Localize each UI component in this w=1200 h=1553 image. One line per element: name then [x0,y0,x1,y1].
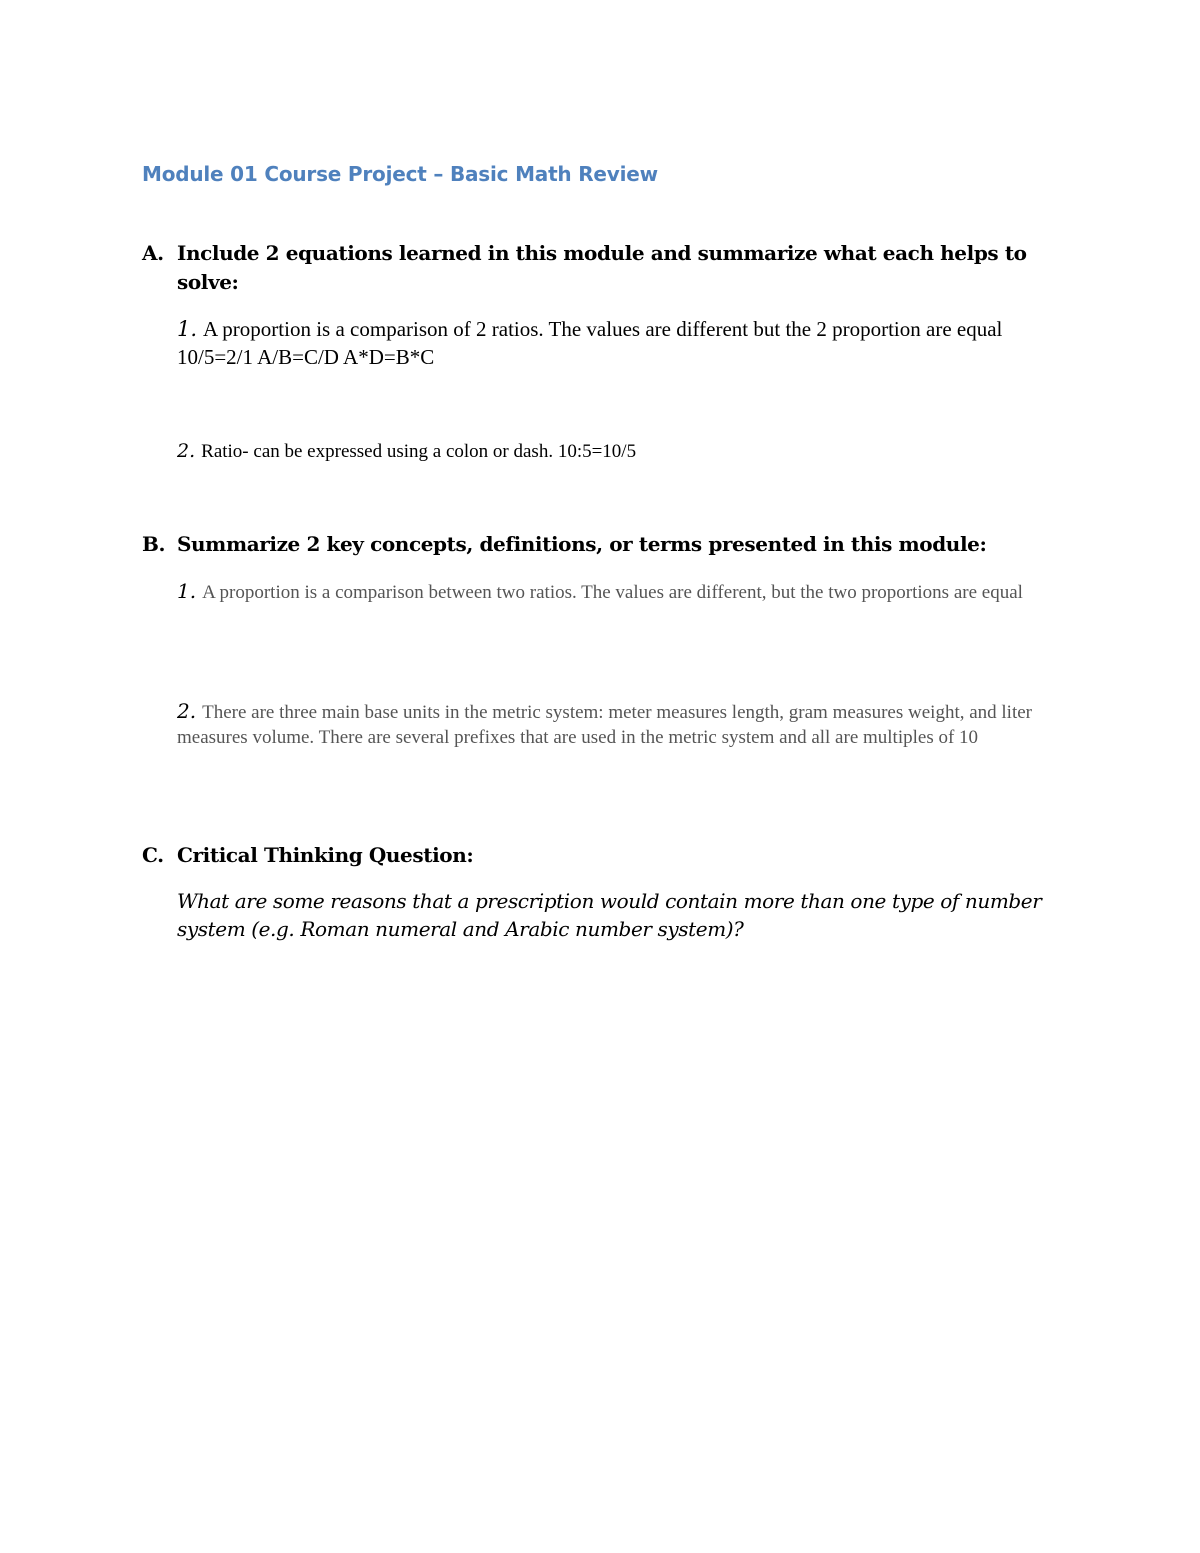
document-title: Module 01 Course Project – Basic Math Review [142,162,658,186]
critical-thinking-question: What are some reasons that a prescription would contain more than one type of number system (e.g. Roman numeral and Arabic number system)? [177,889,1042,941]
section-a-item-2-number: 2. [177,440,196,462]
section-b-item-2-number: 2. [177,699,197,723]
section-b-item-1-text: A proportion is a comparison between two ratios. The values are different, but the two proportions are equal [202,582,1023,603]
section-c-letter: C. [142,843,164,867]
section-a-item-1-text: A proportion is a comparison of 2 ratios. The values are different but the 2 proportion are equal 10/5=2/1 A/B=C/D A*D=B*C [177,317,1003,369]
section-a-heading-text: Include 2 equations learned in this module and summarize what each helps to solve: [177,241,1027,294]
section-b [142,530,1062,790]
section-b-letter: B. [142,532,166,556]
section-c-heading [142,841,1062,870]
section-a-heading [142,239,1062,297]
section-b-item-1-number: 1. [177,579,197,603]
section-a-letter: A. [142,241,164,265]
section-c [142,841,1062,951]
section-c-heading-text: Critical Thinking Question: [177,843,474,867]
section-b-item-2-text: There are three main base units in the metric system: meter measures length, gram measures weight, and liter measures volume. There are several prefixes that are used in the metric system and all are multiples of 10 [177,702,1032,748]
section-b-item-2 [177,699,1057,750]
section-a-item-1 [177,315,1057,371]
section-b-item-1 [177,579,1057,605]
section-a [142,239,1062,462]
section-b-heading [142,530,1062,559]
section-a-item-2 [177,438,1057,465]
section-a-item-2-text: Ratio- can be expressed using a colon or dash. 10:5=10/5 [201,441,637,462]
section-b-heading-text: Summarize 2 key concepts, definitions, or terms presented in this module: [177,532,987,556]
section-a-item-1-number: 1. [177,317,198,341]
